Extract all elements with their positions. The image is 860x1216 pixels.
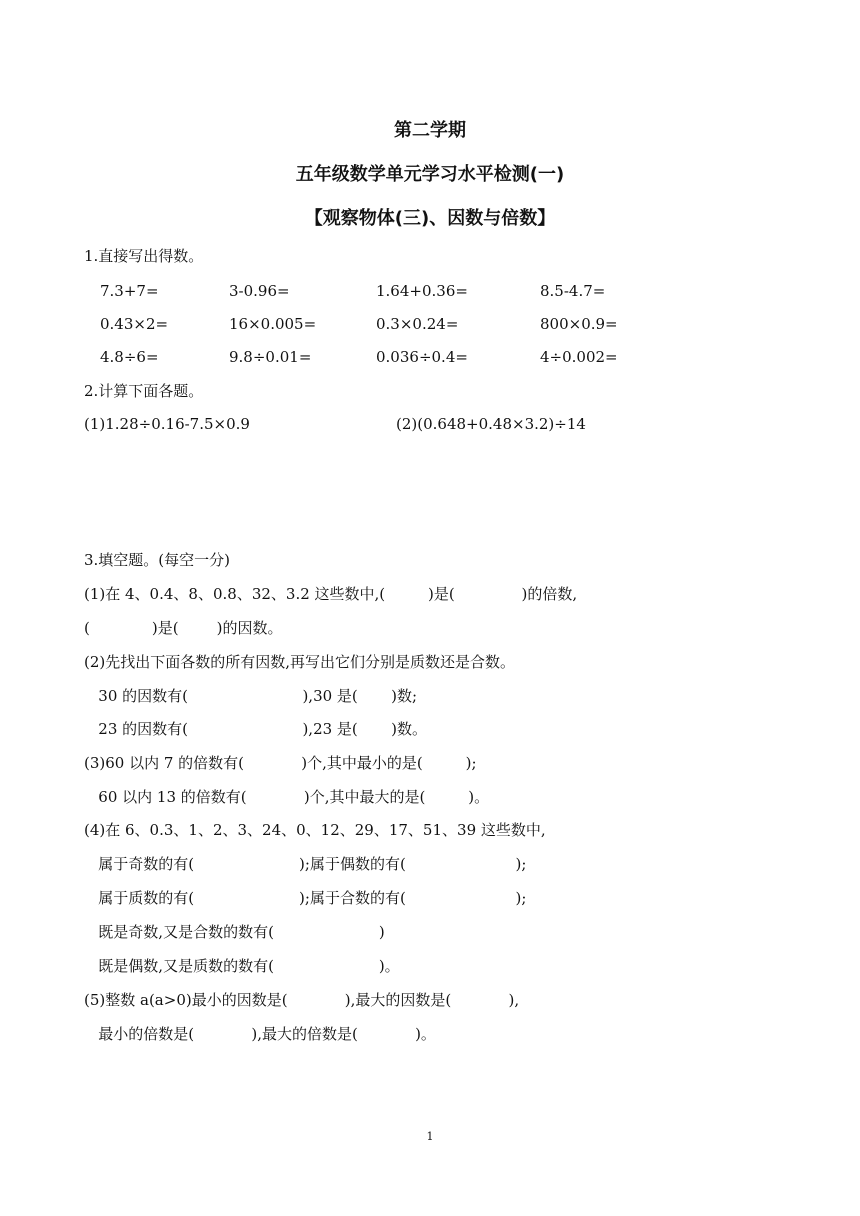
q3-line: 23 的因数有( ),23 是( )数。 (84, 720, 428, 738)
q3-line: 60 以内 13 的倍数有( )个,其中最大的是( )。 (84, 788, 490, 806)
q3-line: (2)先找出下面各数的所有因数,再写出它们分别是质数还是合数。 (84, 653, 516, 671)
q3-line: 属于奇数的有( );属于偶数的有( ); (84, 855, 527, 873)
q2-title: 2.计算下面各题。 (84, 382, 204, 400)
header-topic: 【观察物体(三)、因数与倍数】 (304, 208, 556, 229)
q3-line: 30 的因数有( ),30 是( )数; (84, 687, 418, 705)
q3-line: (4)在 6、0.3、1、2、3、24、0、12、29、17、51、39 这些数中, (84, 821, 546, 839)
q3-line: ( )是( )的因数。 (84, 619, 283, 637)
q3-line: 属于质数的有( );属于合数的有( ); (84, 889, 527, 907)
q2-item: (1)1.28÷0.16-7.5×0.9 (84, 415, 250, 433)
header-test-title: 五年级数学单元学习水平检测(一) (295, 164, 565, 185)
q3-line: 最小的倍数是( ),最大的倍数是( )。 (84, 1025, 436, 1043)
q3-line: (1)在 4、0.4、8、0.8、32、3.2 这些数中,( )是( )的倍数, (84, 585, 578, 603)
q2-item: (2)(0.648+0.48×3.2)÷14 (396, 415, 586, 433)
q1-cell: 4.8÷6= (100, 348, 159, 366)
q1-cell: 800×0.9= (540, 315, 618, 333)
q1-cell: 0.036÷0.4= (376, 348, 468, 366)
q3-line: (5)整数 a(a>0)最小的因数是( ),最大的因数是( ), (84, 991, 520, 1009)
q1-cell: 9.8÷0.01= (229, 348, 312, 366)
q1-title: 1.直接写出得数。 (84, 247, 204, 265)
q3-title: 3.填空题。(每空一分) (84, 551, 231, 569)
q3-line: 既是奇数,又是合数的数有( ) (84, 923, 385, 941)
q1-cell: 4÷0.002= (540, 348, 618, 366)
q3-line: (3)60 以内 7 的倍数有( )个,其中最小的是( ); (84, 754, 477, 772)
q1-cell: 16×0.005= (229, 315, 317, 333)
q1-cell: 0.43×2= (100, 315, 169, 333)
q1-cell: 1.64+0.36= (376, 282, 468, 300)
q3-line: 既是偶数,又是质数的数有( )。 (84, 957, 400, 975)
q1-cell: 0.3×0.24= (376, 315, 459, 333)
q1-cell: 3-0.96= (229, 282, 290, 300)
q1-cell: 8.5-4.7= (540, 282, 606, 300)
q1-cell: 7.3+7= (100, 282, 159, 300)
header-semester: 第二学期 (394, 120, 466, 141)
page-number: 1 (426, 1130, 434, 1143)
